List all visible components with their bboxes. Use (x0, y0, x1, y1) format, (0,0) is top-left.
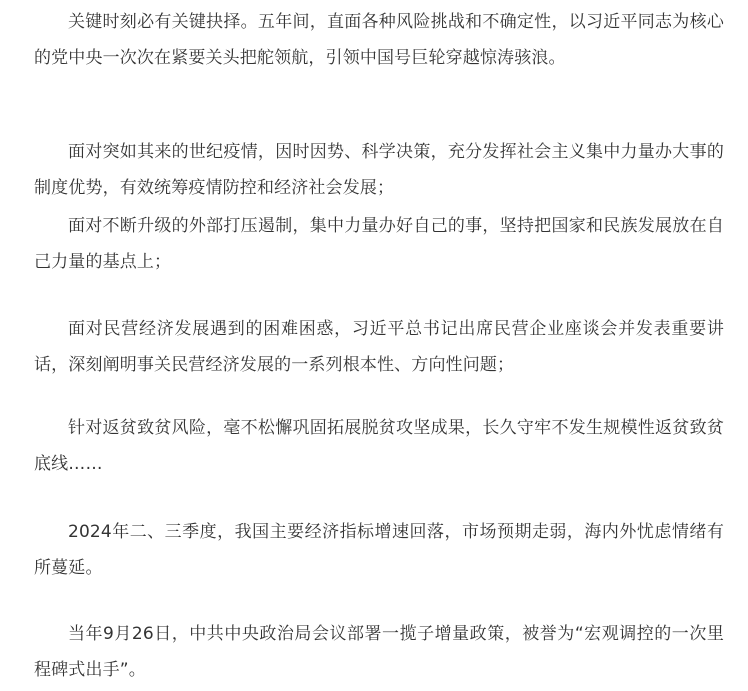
paragraph-6: 2024年二、三季度，我国主要经济指标增速回落，市场预期走弱，海内外忧虑情绪有所蔓延。 (34, 522, 724, 578)
paragraph-5: 针对返贫致贫风险，毫不松懈巩固拓展脱贫攻坚成果，长久守牢不发生规模性返贫致贫底线…… (34, 418, 724, 474)
paragraph-4: 面对民营经济发展遇到的困难困惑，习近平总书记出席民营企业座谈会并发表重要讲话，深刻阐明事关民营经济发展的一系列根本性、方向性问题； (34, 319, 724, 375)
paragraph-7: 当年9月26日，中共中央政治局会议部署一揽子增量政策，被誉为“宏观调控的一次里程碑式出手”。 (34, 624, 724, 680)
paragraph-1: 关键时刻必有关键抉择。五年间，直面各种风险挑战和不确定性，以习近平同志为核心的党中央一次次在紧要关头把舵领航，引领中国号巨轮穿越惊涛骇浪。 (34, 12, 724, 68)
paragraph-3: 面对不断升级的外部打压遏制，集中力量办好自己的事，坚持把国家和民族发展放在自己力量的基点上； (34, 216, 724, 272)
paragraph-2: 面对突如其来的世纪疫情，因时因势、科学决策，充分发挥社会主义集中力量办大事的制度优势，有效统筹疫情防控和经济社会发展； (34, 142, 724, 198)
